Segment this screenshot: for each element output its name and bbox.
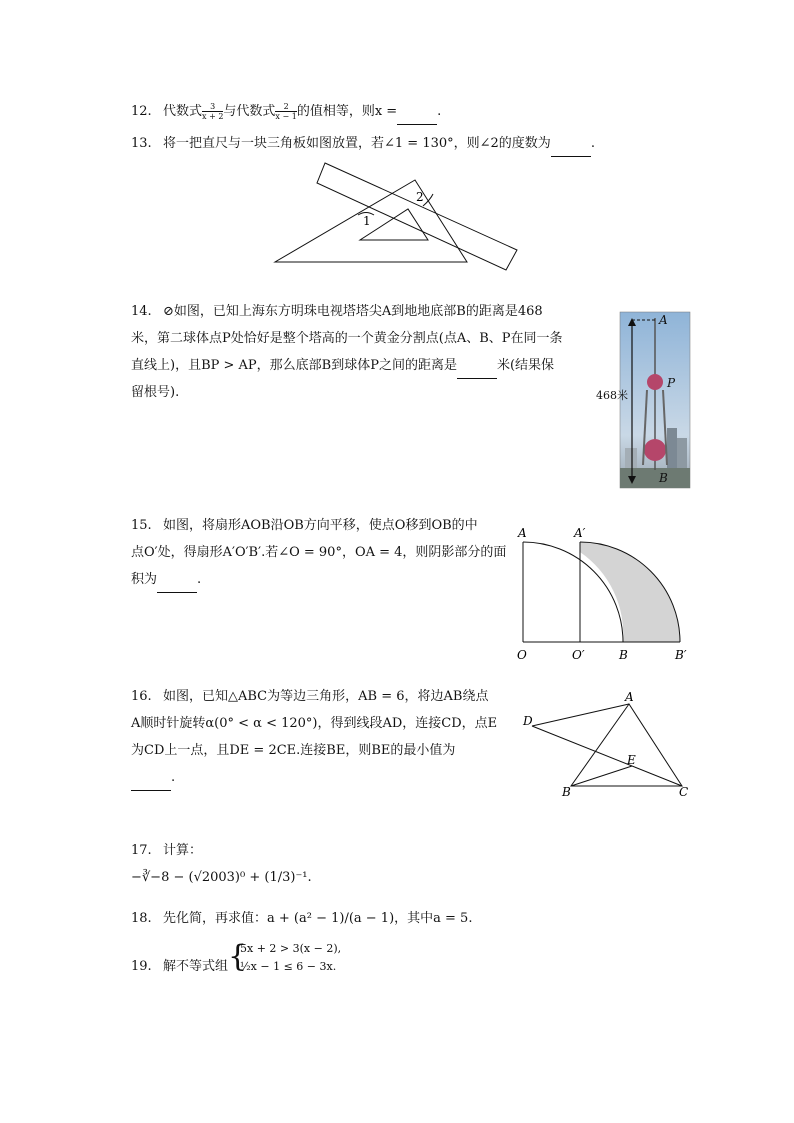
point-P-label: P xyxy=(667,376,676,390)
question-number: 16. xyxy=(131,689,152,704)
answer-blank xyxy=(131,776,171,791)
point-A-label: A xyxy=(625,692,634,704)
question-18: 18. 先化简，再求值：a + (a² − 1)/(a − 1)，其中a = 5. xyxy=(131,905,472,932)
answer-blank xyxy=(457,364,497,379)
question-number: 19. xyxy=(131,959,152,974)
question-number: 14. xyxy=(131,304,152,319)
point-D-label: D xyxy=(523,714,533,728)
question-13: 13. 将一把直尺与一块三角板如图放置，若∠1 = 130°，则∠2的度数为 . xyxy=(131,130,595,157)
point-A-label: A xyxy=(518,526,527,540)
question-number: 12. xyxy=(131,104,152,119)
system-brace: { xyxy=(228,939,248,974)
point-B-prime-label: B′ xyxy=(675,648,687,662)
question-16: 16. 如图，已知△ABC为等边三角形，AB = 6，将边AB绕点 A顺时针旋转α(0° < α < 120°)，得到线段AD，连接CD，点E 为CD上一点，且DE = 2CE.连接BE，则BE的最小值为 . xyxy=(131,683,511,791)
point-B-label: B xyxy=(562,785,571,799)
answer-blank xyxy=(397,110,437,125)
question-17: 17. 计算： −∛−8 − (√2003)⁰ + (1/3)⁻¹. xyxy=(131,837,312,891)
question-number: 18. xyxy=(131,911,152,926)
point-C-label: C xyxy=(679,785,689,799)
point-A-prime-label: A′ xyxy=(574,526,586,540)
point-A-label: A xyxy=(659,313,668,327)
question-text: 将一把直尺与一块三角板如图放置，若∠1 = 130°，则∠2的度数为 xyxy=(163,136,551,151)
question-number: 13. xyxy=(131,136,152,151)
question-14: 14. ⊘如图，已知上海东方明珠电视塔塔尖A到地地底部B的距离是468 米，第二球体点P处恰好是整个塔高的一个黄金分割点(点A、B、P在同一条 直线上)，且BP > AP，那么底部B到球体P之间的距离是 米(结果保 留根号). xyxy=(131,298,591,406)
point-O-prime-label: O′ xyxy=(572,648,585,662)
question-number: 17. xyxy=(131,843,152,858)
angle-2-label: 2 xyxy=(416,190,424,204)
point-B-label: B xyxy=(619,648,628,662)
point-E-label: E xyxy=(627,753,636,767)
inequality-1: 5x + 2 > 3(x − 2), xyxy=(240,942,342,955)
answer-blank xyxy=(551,142,591,157)
fraction: $\frac{3}{x + 2}$ xyxy=(202,102,224,121)
point-B-label: B xyxy=(659,471,668,485)
figure-equilateral-triangle xyxy=(515,692,695,804)
question-number: 15. xyxy=(131,518,152,533)
question-12: 12. 代数式 $\frac{3}{x + 2}$ 与代数式 $\frac{2}{x - 1}$ 的值相等，则x = . xyxy=(131,98,441,125)
question-19: 19. 解不等式组 xyxy=(131,953,228,980)
figure-ruler-triangle xyxy=(270,158,530,273)
figure-sector-translation xyxy=(510,520,700,665)
answer-blank xyxy=(157,578,197,593)
figure-tv-tower-photo xyxy=(595,310,695,490)
angle-1-label: 1 xyxy=(363,214,371,228)
inequality-2: ½x − 1 ≤ 6 − 3x. xyxy=(240,960,337,973)
math-expression: −∛−8 − (√2003)⁰ + (1/3)⁻¹. xyxy=(131,870,312,885)
fraction: $\frac{2}{x - 1}$ xyxy=(275,102,297,121)
height-label: 468米 xyxy=(596,389,628,402)
point-O-label: O xyxy=(517,648,527,662)
inequality-system xyxy=(240,940,341,976)
question-15: 15. 如图，将扇形AOB沿OB方向平移，使点O移到OB的中 点O′处，得扇形A′O′B′.若∠O = 90°，OA = 4，则阴影部分的面 积为 . xyxy=(131,512,516,593)
